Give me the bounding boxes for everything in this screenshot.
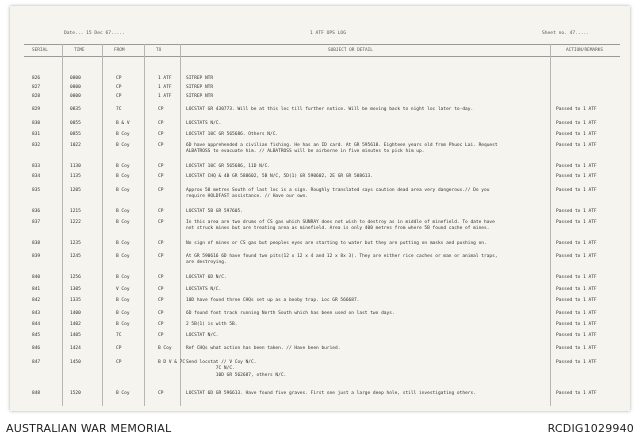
subject-cell: 2 5B(1) is with 5B. [186, 322, 238, 327]
subject-cell: In this area are two drums of CS gas which SUNRAY does not wish to destroy as in middle of minefield. To date have not struck mines but are treating area as minefield. Area is only 400 metres from where 5B found cache of mines. [186, 220, 495, 232]
to-cell: CP [158, 241, 164, 246]
from-cell: B Coy [116, 241, 130, 246]
time-cell: 1215 [70, 209, 81, 214]
action-cell: Passed to 1 ATF [556, 132, 597, 137]
subject-cell: LOCSTAT CHQ & 4B GR 588602, 5B N/C, 5D(1) GR 590602, 2E GR GR 588613. [186, 174, 373, 179]
from-cell: B Coy [116, 143, 130, 148]
from-cell: B Coy [116, 174, 130, 179]
serial-cell: 833 [32, 164, 41, 169]
action-cell: Passed to 1 ATF [556, 241, 597, 246]
log-entries [10, 6, 630, 411]
from-cell: B Coy [116, 132, 130, 137]
to-cell: CP [158, 132, 164, 137]
log-date: Date... 15 Dec 67..... [64, 31, 125, 36]
subject-cell: SITREP NTR [186, 94, 214, 99]
time-cell: 1205 [70, 188, 81, 193]
serial-cell: 842 [32, 298, 41, 303]
subject-cell: LOCSTAT 10C GR 565686, 11D N/C. [186, 164, 270, 169]
subject-cell: Ref CHQs what action has been taken. // Have been buried. [186, 346, 341, 351]
time-cell: 0800 [70, 76, 81, 81]
action-cell: Passed to 1 ATF [556, 346, 597, 351]
action-cell: Passed to 1 ATF [556, 360, 597, 365]
serial-cell: 826 [32, 76, 41, 81]
action-cell: Passed to 1 ATF [556, 143, 597, 148]
to-cell: CP [158, 143, 164, 148]
subject-cell: 6D have apprehended a civilian fishing. He has an ID card. At GR 595618. Eighteen years old from Phuoc Lai. Request ALBATROSS to evacuate him. // ALBATROSS will be airborne in five minutes to pick him up. [186, 143, 498, 155]
from-cell: CP [116, 76, 122, 81]
action-cell: Passed to 1 ATF [556, 333, 597, 338]
to-cell: B Coy [158, 346, 172, 351]
footer-source: AUSTRALIAN WAR MEMORIAL [6, 422, 172, 435]
action-cell: Passed to 1 ATF [556, 107, 597, 112]
from-cell: CP [116, 346, 122, 351]
time-cell: 1235 [70, 241, 81, 246]
to-cell: CP [158, 188, 164, 193]
subject-cell: No sign of mines or CS gas but peoples eyes are starting to water but they are putting on masks and pushing on. [186, 241, 487, 246]
time-cell: 1400 [70, 311, 81, 316]
serial-cell: 831 [32, 132, 41, 137]
time-cell: 1222 [70, 220, 81, 225]
time-cell: 1305 [70, 287, 81, 292]
serial-cell: 844 [32, 322, 41, 327]
column-header-action: ACTION/REMARKS [566, 48, 604, 53]
to-cell: CP [158, 391, 164, 396]
to-cell: CP [158, 209, 164, 214]
time-cell: 0800 [70, 85, 81, 90]
to-cell: CP [158, 287, 164, 292]
from-cell: B Coy [116, 220, 130, 225]
serial-cell: 845 [32, 333, 41, 338]
column-header-from: FROM [114, 48, 125, 53]
serial-cell: 828 [32, 94, 41, 99]
serial-cell: 835 [32, 188, 41, 193]
to-cell: B D V & 7C [158, 360, 186, 365]
serial-cell: 843 [32, 311, 41, 316]
time-cell: 1245 [70, 254, 81, 259]
time-cell: 0855 [70, 121, 81, 126]
time-cell: 1135 [70, 174, 81, 179]
serial-cell: 832 [32, 143, 41, 148]
time-cell: 1424 [70, 346, 81, 351]
to-cell: CP [158, 220, 164, 225]
action-cell: Passed to 1 ATF [556, 188, 597, 193]
sheet-number: Sheet no. 47..... [542, 31, 590, 36]
to-cell: CP [158, 333, 164, 338]
action-cell: Passed to 1 ATF [556, 391, 597, 396]
subject-cell: LOCSTAT 6D GR 596613. Have found five graves. First one just a large deep hole, still investigating others. [186, 391, 476, 396]
to-cell: CP [158, 322, 164, 327]
to-cell: CP [158, 174, 164, 179]
serial-cell: 827 [32, 85, 41, 90]
action-cell: Passed to 1 ATF [556, 164, 597, 169]
subject-cell: Approx 50 metres South of last loc is a sign. Roughly translated says caution dead area very dangerous.// Do you require HOLDFAST assistance. // Have our own. [186, 188, 490, 200]
subject-cell: 10D have found three CHQs set up as a booby trap. Loc GR 566687. [186, 298, 360, 303]
from-cell: CP [116, 360, 122, 365]
from-cell: 7C [116, 333, 122, 338]
subject-cell: LOCSTAT GR 430773. Will be at this loc till further notice. Will be moving back to night loc later to-day. [186, 107, 474, 112]
from-cell: B Coy [116, 254, 130, 259]
from-cell: B Coy [116, 209, 130, 214]
action-cell: Passed to 1 ATF [556, 121, 597, 126]
column-header-serial: SERIAL [32, 48, 48, 53]
from-cell: B Coy [116, 391, 130, 396]
time-cell: 1450 [70, 360, 81, 365]
serial-cell: 829 [32, 107, 41, 112]
action-cell: Passed to 1 ATF [556, 298, 597, 303]
to-cell: CP [158, 298, 164, 303]
from-cell: CP [116, 94, 122, 99]
from-cell: B Coy [116, 298, 130, 303]
serial-cell: 840 [32, 275, 41, 280]
action-cell: Passed to 1 ATF [556, 322, 597, 327]
subject-cell: LOCSTAT 5B GR 597605. [186, 209, 243, 214]
log-sheet [10, 6, 630, 411]
action-cell: Passed to 1 ATF [556, 311, 597, 316]
time-cell: 0855 [70, 132, 81, 137]
subject-cell: LOCSTAT 10C GR 565686. Others N/C. [186, 132, 279, 137]
serial-cell: 836 [32, 209, 41, 214]
time-cell: 1335 [70, 298, 81, 303]
action-cell: Passed to 1 ATF [556, 174, 597, 179]
from-cell: B Coy [116, 188, 130, 193]
subject-cell: SITREP NTR [186, 85, 214, 90]
subject-cell: LOCSTAT N/C. [186, 333, 219, 338]
action-cell: Passed to 1 ATF [556, 275, 597, 280]
to-cell: CP [158, 107, 164, 112]
to-cell: CP [158, 311, 164, 316]
serial-cell: 848 [32, 391, 41, 396]
action-cell: Passed to 1 ATF [556, 254, 597, 259]
to-cell: 1 ATF [158, 94, 172, 99]
serial-cell: 838 [32, 241, 41, 246]
from-cell: B Coy [116, 164, 130, 169]
subject-cell: At GR 590616 6D have found two pits(12 x 12 x 4 and 12 x 8x 3). They are either rice caches or man or animal traps, are destroying. [186, 254, 498, 266]
action-cell: Passed to 1 ATF [556, 287, 597, 292]
time-cell: 0835 [70, 107, 81, 112]
time-cell: 1402 [70, 322, 81, 327]
column-header-to: TO [156, 48, 162, 53]
time-cell: 0800 [70, 94, 81, 99]
serial-cell: 837 [32, 220, 41, 225]
serial-cell: 839 [32, 254, 41, 259]
to-cell: CP [158, 275, 164, 280]
time-cell: 1405 [70, 333, 81, 338]
subject-cell: LOCSTAT 6D N/C. [186, 275, 227, 280]
action-cell: Passed to 1 ATF [556, 209, 597, 214]
time-cell: 1520 [70, 391, 81, 396]
from-cell: V Coy [116, 287, 130, 292]
time-cell: 1022 [70, 143, 81, 148]
column-header-time: TIME [74, 48, 85, 53]
column-header-subject: SUBJECT OR DETAIL [328, 48, 373, 53]
from-cell: B Coy [116, 322, 130, 327]
from-cell: B Coy [116, 311, 130, 316]
footer-record-id: RCDIG1029940 [547, 422, 634, 435]
serial-cell: 834 [32, 174, 41, 179]
subject-cell: LOCSTATS N/C. [186, 121, 222, 126]
to-cell: 1 ATF [158, 76, 172, 81]
subject-cell: SITREP NTR [186, 76, 214, 81]
time-cell: 1256 [70, 275, 81, 280]
from-cell: 7C [116, 107, 122, 112]
log-unit-title: 1 ATF OPS LOG [310, 31, 346, 36]
to-cell: CP [158, 254, 164, 259]
from-cell: B & V [116, 121, 130, 126]
action-cell: Passed to 1 ATF [556, 220, 597, 225]
subject-cell: Send locstat // V Coy N/C. 7C N/C. 10D GR 562687, others N/C. [186, 360, 287, 378]
to-cell: 1 ATF [158, 85, 172, 90]
subject-cell: LOCSTATS N/C. [186, 287, 222, 292]
to-cell: CP [158, 121, 164, 126]
time-cell: 1130 [70, 164, 81, 169]
serial-cell: 846 [32, 346, 41, 351]
serial-cell: 830 [32, 121, 41, 126]
to-cell: CP [158, 164, 164, 169]
from-cell: CP [116, 85, 122, 90]
serial-cell: 841 [32, 287, 41, 292]
subject-cell: 6D found foot track running North South which has been used on last two days. [186, 311, 395, 316]
from-cell: B Coy [116, 275, 130, 280]
serial-cell: 847 [32, 360, 41, 365]
